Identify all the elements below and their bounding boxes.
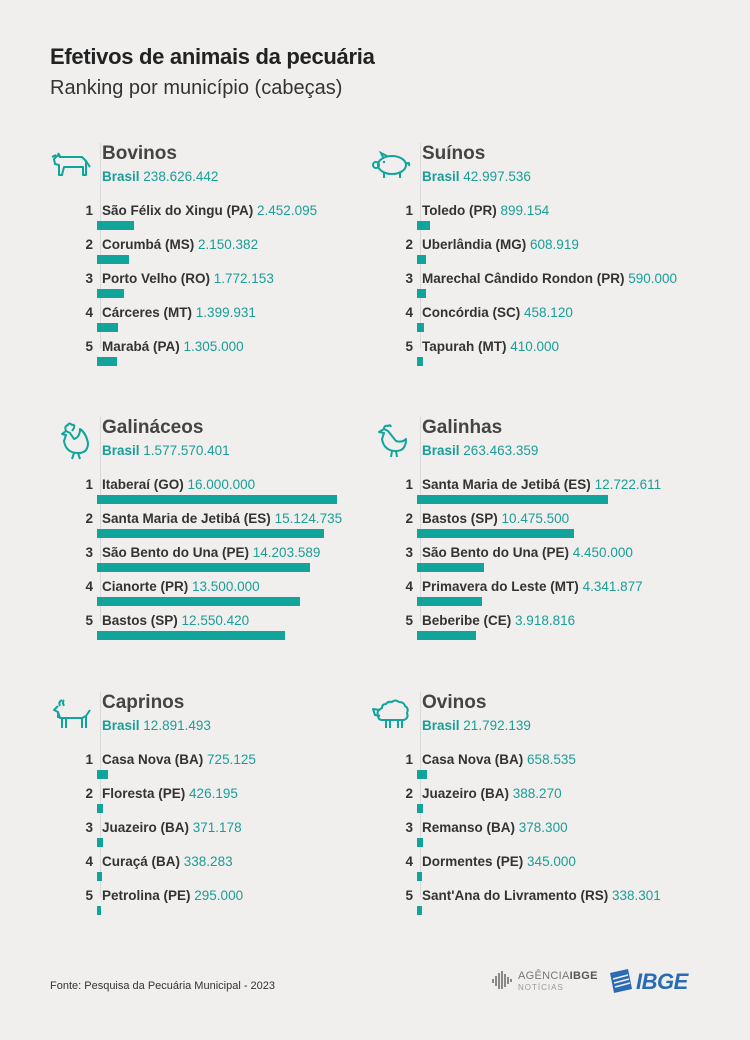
bar-suinos-5 bbox=[417, 357, 423, 366]
rank-number: 5 bbox=[405, 339, 413, 354]
rooster-icon bbox=[50, 421, 94, 461]
rank-row bbox=[50, 237, 380, 271]
bar-bovinos-3 bbox=[97, 289, 124, 298]
rank-row bbox=[370, 339, 700, 373]
rank-row bbox=[370, 477, 700, 511]
municipio-name: São Bento do Una (PE) bbox=[422, 545, 570, 560]
cow-icon bbox=[50, 147, 94, 187]
brasil-total bbox=[422, 169, 531, 184]
brasil-label: Brasil bbox=[102, 443, 140, 458]
data-label: 295.000 bbox=[194, 888, 244, 903]
municipio-label bbox=[102, 888, 243, 903]
municipio-name: Dormentes (PE) bbox=[422, 854, 524, 869]
rank-number: 2 bbox=[405, 511, 413, 526]
brasil-label: Brasil bbox=[102, 718, 140, 733]
data-label: 10.475.500 bbox=[501, 511, 570, 526]
municipio-label bbox=[102, 613, 249, 628]
municipio-label bbox=[422, 786, 562, 801]
signal-bars-icon bbox=[492, 970, 514, 990]
rank-row bbox=[370, 854, 700, 888]
municipio-name: Remanso (BA) bbox=[422, 820, 516, 835]
data-label: 899.154 bbox=[500, 203, 550, 218]
municipio-name: Uberlândia (MG) bbox=[422, 237, 527, 252]
municipio-name: Cianorte (PR) bbox=[102, 579, 189, 594]
municipio-label bbox=[422, 545, 633, 560]
chart-title: Ovinos bbox=[422, 692, 487, 713]
sheep-icon bbox=[370, 696, 414, 736]
chart-panel-galinaceos bbox=[50, 417, 380, 647]
bar-bovinos-1 bbox=[97, 221, 134, 230]
municipio-label bbox=[102, 237, 258, 252]
municipio-label bbox=[422, 820, 568, 835]
municipio-name: Curaçá (BA) bbox=[102, 854, 181, 869]
data-label: 2.452.095 bbox=[257, 203, 318, 218]
municipio-name: Juazeiro (BA) bbox=[102, 820, 190, 835]
municipio-name: Juazeiro (BA) bbox=[422, 786, 510, 801]
municipio-label bbox=[422, 511, 569, 526]
rank-number: 3 bbox=[85, 545, 93, 560]
municipio-name: Santa Maria de Jetibá (ES) bbox=[422, 477, 591, 492]
municipio-name: Toledo (PR) bbox=[422, 203, 497, 218]
bar-galinhas-1 bbox=[417, 495, 608, 504]
municipio-label bbox=[102, 477, 255, 492]
brasil-value: 1.577.570.401 bbox=[143, 443, 230, 458]
rank-row bbox=[50, 477, 380, 511]
bar-ovinos-3 bbox=[417, 838, 423, 847]
municipio-label bbox=[422, 613, 575, 628]
brasil-value: 21.792.139 bbox=[463, 718, 531, 733]
data-label: 371.178 bbox=[192, 820, 242, 835]
hen-icon bbox=[370, 421, 414, 461]
agencia-ibge-logo bbox=[492, 968, 598, 994]
rank-number: 1 bbox=[85, 477, 93, 492]
rank-number: 5 bbox=[405, 888, 413, 903]
bar-galinhas-5 bbox=[417, 631, 476, 640]
rank-number: 4 bbox=[405, 305, 413, 320]
brasil-total bbox=[102, 169, 218, 184]
data-label: 426.195 bbox=[189, 786, 238, 801]
bar-galinaceos-5 bbox=[97, 631, 285, 640]
municipio-name: São Félix do Xingu (PA) bbox=[102, 203, 254, 218]
municipio-name: Cárceres (MT) bbox=[102, 305, 193, 320]
rank-row bbox=[50, 579, 380, 613]
rank-number: 1 bbox=[85, 752, 93, 767]
rank-row bbox=[50, 203, 380, 237]
chart-title: Galinhas bbox=[422, 417, 503, 438]
rank-number: 3 bbox=[85, 271, 93, 286]
rank-number: 3 bbox=[405, 545, 413, 560]
rank-number: 5 bbox=[85, 339, 93, 354]
data-label: 14.203.589 bbox=[252, 545, 321, 560]
data-label: 15.124.735 bbox=[274, 511, 343, 526]
bar-suinos-4 bbox=[417, 323, 424, 332]
rank-row bbox=[50, 545, 380, 579]
bar-caprinos-2 bbox=[97, 804, 103, 813]
chart-title: Suínos bbox=[422, 143, 486, 164]
municipio-label bbox=[102, 752, 256, 767]
municipio-name: Primavera do Leste (MT) bbox=[422, 579, 579, 594]
rank-row bbox=[50, 888, 380, 922]
municipio-label bbox=[422, 888, 661, 903]
rank-row bbox=[370, 786, 700, 820]
rank-number: 1 bbox=[405, 752, 413, 767]
brasil-total bbox=[422, 443, 538, 458]
brasil-label: Brasil bbox=[422, 169, 460, 184]
bar-galinaceos-1 bbox=[97, 495, 337, 504]
municipio-label bbox=[102, 579, 260, 594]
data-label: 608.919 bbox=[530, 237, 579, 252]
rank-number: 1 bbox=[405, 203, 413, 218]
bar-bovinos-5 bbox=[97, 357, 117, 366]
municipio-name: Petrolina (PE) bbox=[102, 888, 191, 903]
municipio-label bbox=[422, 752, 576, 767]
bar-bovinos-2 bbox=[97, 255, 129, 264]
brasil-value: 263.463.359 bbox=[463, 443, 539, 458]
rank-row bbox=[370, 888, 700, 922]
bar-caprinos-1 bbox=[97, 770, 108, 779]
rank-number: 3 bbox=[405, 271, 413, 286]
rank-row bbox=[50, 339, 380, 373]
bar-galinaceos-3 bbox=[97, 563, 310, 572]
municipio-name: Beberibe (CE) bbox=[422, 613, 512, 628]
data-label: 13.500.000 bbox=[192, 579, 260, 594]
municipio-name: Santa Maria de Jetibá (ES) bbox=[102, 511, 271, 526]
chart-title: Galináceos bbox=[102, 417, 204, 438]
municipio-label bbox=[102, 854, 233, 869]
municipio-label bbox=[102, 545, 320, 560]
brasil-value: 12.891.493 bbox=[143, 718, 211, 733]
chart-panel-galinhas bbox=[370, 417, 700, 647]
rank-row bbox=[50, 305, 380, 339]
bar-suinos-3 bbox=[417, 289, 426, 298]
municipio-label bbox=[102, 511, 342, 526]
rank-row bbox=[50, 786, 380, 820]
rank-number: 3 bbox=[405, 820, 413, 835]
rank-row bbox=[370, 237, 700, 271]
municipio-name: Concórdia (SC) bbox=[422, 305, 521, 320]
rank-row bbox=[50, 613, 380, 647]
rank-number: 1 bbox=[405, 477, 413, 492]
data-label: 3.918.816 bbox=[515, 613, 576, 628]
rank-number: 1 bbox=[85, 203, 93, 218]
brasil-total bbox=[102, 443, 230, 458]
bar-galinaceos-4 bbox=[97, 597, 300, 606]
rank-row bbox=[370, 511, 700, 545]
rank-number: 4 bbox=[85, 579, 93, 594]
data-label: 458.120 bbox=[524, 305, 573, 320]
pig-icon bbox=[370, 147, 414, 187]
bar-ovinos-5 bbox=[417, 906, 422, 915]
chart-panel-ovinos bbox=[370, 692, 700, 922]
municipio-name: Sant'Ana do Livramento (RS) bbox=[422, 888, 612, 903]
rank-row bbox=[50, 752, 380, 786]
brasil-total bbox=[422, 718, 531, 733]
brasil-label: Brasil bbox=[102, 169, 140, 184]
municipio-name: Marabá (PA) bbox=[102, 339, 180, 354]
data-label: 12.722.611 bbox=[594, 477, 662, 492]
municipio-label bbox=[102, 305, 256, 320]
bar-galinaceos-2 bbox=[97, 529, 324, 538]
source-footnote: Fonte: Pesquisa da Pecuária Municipal - 2023 bbox=[50, 980, 276, 992]
chart-panel-bovinos bbox=[50, 143, 380, 373]
bar-galinhas-2 bbox=[417, 529, 574, 538]
rank-number: 2 bbox=[85, 786, 93, 801]
rank-number: 4 bbox=[85, 854, 93, 869]
data-label: 338.283 bbox=[183, 854, 233, 869]
chart-panel-caprinos bbox=[50, 692, 380, 922]
municipio-name: Tapurah (MT) bbox=[422, 339, 507, 354]
data-label: 12.550.420 bbox=[181, 613, 250, 628]
rank-number: 2 bbox=[85, 237, 93, 252]
municipio-name: Floresta (PE) bbox=[102, 786, 186, 801]
bar-ovinos-1 bbox=[417, 770, 427, 779]
municipio-label bbox=[422, 305, 573, 320]
bar-bovinos-4 bbox=[97, 323, 118, 332]
rank-row bbox=[50, 271, 380, 305]
bar-caprinos-5 bbox=[97, 906, 101, 915]
municipio-name: Porto Velho (RO) bbox=[102, 271, 210, 286]
rank-number: 2 bbox=[85, 511, 93, 526]
municipio-label bbox=[422, 203, 549, 218]
municipio-label bbox=[102, 820, 242, 835]
data-label: 4.341.877 bbox=[582, 579, 643, 594]
ibge-logo-text: IBGE bbox=[636, 969, 688, 994]
bar-galinhas-4 bbox=[417, 597, 482, 606]
bar-ovinos-4 bbox=[417, 872, 422, 881]
municipio-label bbox=[102, 339, 244, 354]
rank-number: 4 bbox=[405, 854, 413, 869]
bar-ovinos-2 bbox=[417, 804, 423, 813]
ibge-logo bbox=[606, 967, 706, 997]
page-subtitle: Ranking por município (cabeças) bbox=[50, 77, 343, 99]
rank-row bbox=[370, 613, 700, 647]
rank-row bbox=[370, 545, 700, 579]
data-label: 2.150.382 bbox=[198, 237, 259, 252]
municipio-label bbox=[102, 203, 317, 218]
bar-galinhas-3 bbox=[417, 563, 484, 572]
municipio-name: Bastos (SP) bbox=[422, 511, 498, 526]
municipio-label bbox=[102, 271, 274, 286]
data-label: 1.305.000 bbox=[183, 339, 244, 354]
data-label: 658.535 bbox=[527, 752, 576, 767]
municipio-label bbox=[422, 339, 559, 354]
municipio-name: Bastos (SP) bbox=[102, 613, 178, 628]
municipio-label bbox=[102, 786, 238, 801]
rank-number: 2 bbox=[405, 237, 413, 252]
agencia-logo-subtext: NOTÍCIAS bbox=[518, 983, 564, 992]
rank-row bbox=[370, 203, 700, 237]
data-label: 388.270 bbox=[512, 786, 562, 801]
municipio-label bbox=[422, 477, 661, 492]
rank-row bbox=[50, 820, 380, 854]
municipio-name: Casa Nova (BA) bbox=[422, 752, 524, 767]
chart-title: Caprinos bbox=[102, 692, 185, 713]
data-label: 4.450.000 bbox=[572, 545, 633, 560]
page-title: Efetivos de animais da pecuária bbox=[50, 44, 375, 69]
rank-number: 5 bbox=[85, 888, 93, 903]
municipio-name: São Bento do Una (PE) bbox=[102, 545, 250, 560]
brasil-total bbox=[102, 718, 211, 733]
data-label: 590.000 bbox=[628, 271, 678, 286]
rank-number: 4 bbox=[405, 579, 413, 594]
rank-row bbox=[370, 820, 700, 854]
municipio-name: Itaberaí (GO) bbox=[102, 477, 184, 492]
municipio-label bbox=[422, 579, 643, 594]
municipio-label bbox=[422, 237, 579, 252]
brasil-label: Brasil bbox=[422, 718, 460, 733]
rank-row bbox=[50, 511, 380, 545]
chart-panel-suinos bbox=[370, 143, 700, 373]
municipio-name: Casa Nova (BA) bbox=[102, 752, 204, 767]
rank-row bbox=[50, 854, 380, 888]
rank-row bbox=[370, 579, 700, 613]
data-label: 345.000 bbox=[527, 854, 576, 869]
municipio-name: Corumbá (MS) bbox=[102, 237, 195, 252]
rank-number: 5 bbox=[85, 613, 93, 628]
bar-caprinos-4 bbox=[97, 872, 102, 881]
rank-number: 4 bbox=[85, 305, 93, 320]
rank-number: 3 bbox=[85, 820, 93, 835]
data-label: 410.000 bbox=[510, 339, 560, 354]
rank-row bbox=[370, 271, 700, 305]
municipio-label bbox=[422, 271, 677, 286]
brasil-value: 238.626.442 bbox=[143, 169, 219, 184]
municipio-name: Marechal Cândido Rondon (PR) bbox=[422, 271, 625, 286]
bar-caprinos-3 bbox=[97, 838, 103, 847]
bar-suinos-1 bbox=[417, 221, 430, 230]
data-label: 1.772.153 bbox=[213, 271, 274, 286]
ibge-symbol-icon bbox=[606, 969, 634, 995]
data-label: 1.399.931 bbox=[195, 305, 256, 320]
bar-suinos-2 bbox=[417, 255, 426, 264]
chart-title: Bovinos bbox=[102, 143, 177, 164]
data-label: 16.000.000 bbox=[187, 477, 256, 492]
brasil-label: Brasil bbox=[422, 443, 460, 458]
data-label: 338.301 bbox=[611, 888, 661, 903]
brasil-value: 42.997.536 bbox=[463, 169, 531, 184]
agencia-logo-text: AGÊNCIAIBGE bbox=[518, 970, 598, 982]
goat-icon bbox=[50, 696, 94, 736]
rank-number: 5 bbox=[405, 613, 413, 628]
data-label: 725.125 bbox=[207, 752, 256, 767]
data-label: 378.300 bbox=[518, 820, 568, 835]
rank-row bbox=[370, 752, 700, 786]
municipio-label bbox=[422, 854, 576, 869]
rank-row bbox=[370, 305, 700, 339]
rank-number: 2 bbox=[405, 786, 413, 801]
